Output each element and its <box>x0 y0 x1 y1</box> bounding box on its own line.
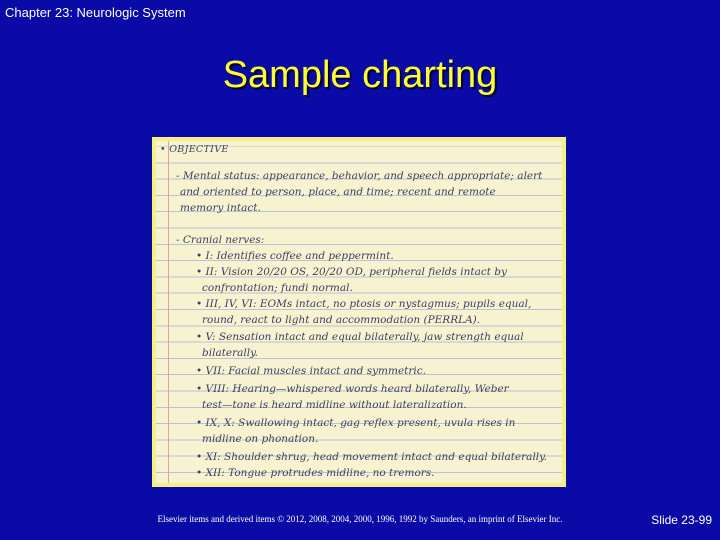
note-line-objective: • OBJECTIVE <box>160 144 229 155</box>
note-line: • IX, X: Swallowing intact, gag reflex present, uvula rises in <box>196 417 516 429</box>
margin-line <box>168 141 169 483</box>
charting-note-image <box>152 137 566 487</box>
lined-paper <box>156 141 562 483</box>
note-line: • VIII: Hearing—whispered words heard bilaterally, Weber <box>196 383 509 395</box>
slide-number: Slide 23-99 <box>651 513 712 527</box>
note-line: bilaterally. <box>202 347 259 359</box>
note-line: round, react to light and accommodation (PERRLA). <box>202 314 481 326</box>
note-line: confrontation; fundi normal. <box>202 282 353 294</box>
note-line: • III, IV, VI: EOMs intact, no ptosis or nystagmus; pupils equal, <box>196 298 532 310</box>
note-line: • XII: Tongue protrudes midline, no tremors. <box>196 467 435 479</box>
chapter-header: Chapter 23: Neurologic System <box>5 5 186 20</box>
note-line: • VII: Facial muscles intact and symmetric. <box>196 365 426 377</box>
note-line: midline on phonation. <box>202 433 319 445</box>
note-line: and oriented to person, place, and time; recent and remote <box>180 186 496 198</box>
copyright-footer: Elsevier items and derived items © 2012, 2008, 2004, 2000, 1996, 1992 by Saunders, an imprint of Elsevier Inc. <box>157 514 563 524</box>
note-line-cranial-nerves: - Cranial nerves: <box>176 234 265 246</box>
note-line: memory intact. <box>180 202 261 214</box>
note-line: • XI: Shoulder shrug, head movement intact and equal bilaterally. <box>196 451 548 463</box>
note-line: • II: Vision 20/20 OS, 20/20 OD, peripheral fields intact by <box>196 266 507 278</box>
note-line: • I: Identifies coffee and peppermint. <box>196 250 394 262</box>
slide-title: Sample charting <box>222 54 498 96</box>
note-line: test—tone is heard midline without lateralization. <box>202 399 467 411</box>
note-line: • V: Sensation intact and equal bilaterally, jaw strength equal <box>196 331 524 343</box>
note-line: - Mental status: appearance, behavior, and speech appropriate; alert <box>176 170 543 182</box>
